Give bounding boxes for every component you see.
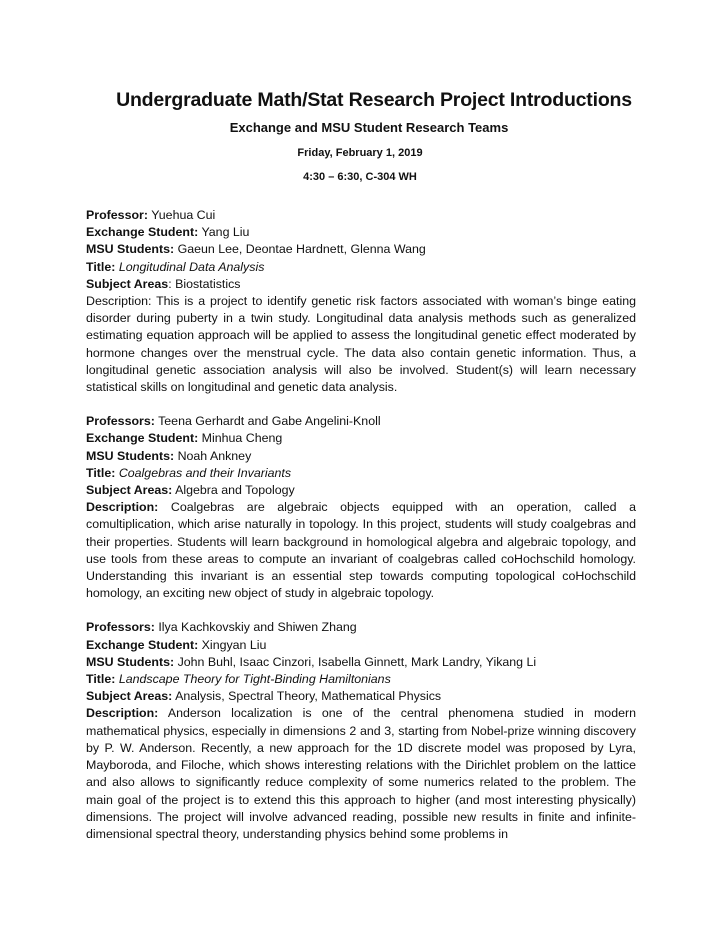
msu-students-label: MSU Students: <box>86 448 175 463</box>
professor-label: Professors: <box>86 414 155 429</box>
exchange-student-name: Xingyan Liu <box>201 637 267 652</box>
subject-areas-label: Subject Areas: <box>86 689 173 704</box>
project-title: Coalgebras and their Invariants <box>118 465 292 480</box>
project-title-label: Title: <box>86 465 116 480</box>
event-time-location: 4:30 – 6:30, C-304 WH <box>303 171 417 183</box>
exchange-student-line <box>86 224 636 241</box>
msu-students-label: MSU Students: <box>86 242 175 257</box>
professor-label: Professors: <box>86 620 155 635</box>
professor-label: Professor: <box>86 208 148 222</box>
project-title: Longitudinal Data Analysis <box>118 259 265 274</box>
document-title: Undergraduate Math/Stat Research Project Introductions <box>116 89 632 111</box>
professor-line <box>86 413 636 430</box>
professor-line <box>86 619 636 636</box>
project-entry <box>86 619 636 843</box>
exchange-student-label: Exchange Student: <box>86 637 199 652</box>
subject-areas-line <box>86 276 636 293</box>
project-description <box>86 705 636 843</box>
project-description <box>86 293 636 396</box>
event-date: Friday, February 1, 2019 <box>297 147 423 159</box>
project-title-line <box>86 671 636 688</box>
exchange-student-line <box>86 430 636 447</box>
professor-name: Ilya Kachkovskiy and Shiwen Zhang <box>158 620 357 635</box>
msu-students-line <box>86 654 636 671</box>
description-text: Coalgebras are algebraic objects equipped with an operation, called a comultiplication, which arise naturally in topology. In this project, students will study coalgebras and their properties. Students will learn background in homological algebra and algebraic topology, and use tools from these areas to compute an invariant of coalgebras called coHochschild homology. Understanding this invariant is an essential step towards computing topological coHochschild homology, an exciting new object of study in algebraic topology. <box>86 500 636 601</box>
msu-students-line <box>86 448 636 465</box>
project-title: Landscape Theory for Tight-Binding Hamiltonians <box>118 672 391 687</box>
description-text: Description: This is a project to identify genetic risk factors associated with woman’s binge eating disorder during puberty in a twin study. Longitudinal data analysis methods such as generalized estimating equation approach will be applied to assess the longitudinal genetic effect moderated by hormone changes over the menstrual cycle. The data also contain genetic information. Thus, a longitudinal genetic association analysis will also be involved. Student(s) will learn necessary statistical skills on longitudinal and genetic data analysis. <box>86 294 636 395</box>
professor-name: Yuehua Cui <box>151 208 216 222</box>
professor-line <box>86 207 636 224</box>
description-label: Description: <box>86 706 159 721</box>
subject-areas-value: Algebra and Topology <box>175 483 295 498</box>
project-title-line <box>86 259 636 276</box>
msu-students-names: Noah Ankney <box>177 448 252 463</box>
projects-list <box>86 207 636 860</box>
msu-students-names: John Buhl, Isaac Cinzori, Isabella Ginnett, Mark Landry, Yikang Li <box>177 654 537 669</box>
exchange-student-name: Minhua Cheng <box>201 431 283 446</box>
project-entry <box>86 413 636 602</box>
subject-areas-separator: : <box>168 276 176 291</box>
description-label: Description: <box>86 500 159 515</box>
exchange-student-label: Exchange Student: <box>86 431 199 446</box>
exchange-student-name: Yang Liu <box>201 225 250 240</box>
project-description <box>86 499 636 602</box>
description-text: Anderson localization is one of the central phenomena studied in modern mathematical physics, especially in dimensions 2 and 3, starting from Nobel-prize winning discovery by P. W. Anderson. Recently, a new approach for the 1D discrete model was proposed by Lyra, Mayboroda, and Filoche, which shows interesting relations with the Dirichlet problem on the lattice and also allows to significantly reduce complexity of some numerics related to the problem. The main goal of the project is to extend this this approach to higher (and most interesting physically) dimensions. The project will involve advanced reading, possible new results in finite and infinite-dimensional spectral theory, understanding physics behind some problems in <box>86 706 636 841</box>
subject-areas-line <box>86 482 636 499</box>
document-header <box>0 86 720 186</box>
project-title-label: Title: <box>86 672 116 687</box>
project-title-line <box>86 465 636 482</box>
exchange-student-label: Exchange Student: <box>86 225 199 240</box>
subject-areas-value: Biostatistics <box>175 276 241 291</box>
project-title-label: Title: <box>86 259 116 274</box>
exchange-student-line <box>86 637 636 654</box>
msu-students-names: Gaeun Lee, Deontae Hardnett, Glenna Wang <box>177 242 426 257</box>
professor-name: Teena Gerhardt and Gabe Angelini-Knoll <box>158 414 381 429</box>
msu-students-label: MSU Students: <box>86 654 175 669</box>
msu-students-line <box>86 241 636 258</box>
subject-areas-line <box>86 688 636 705</box>
document-subtitle: Exchange and MSU Student Research Teams <box>229 120 509 135</box>
project-entry <box>86 207 636 396</box>
subject-areas-label: Subject Areas <box>86 276 169 291</box>
subject-areas-label: Subject Areas: <box>86 483 173 498</box>
subject-areas-value: Analysis, Spectral Theory, Mathematical Physics <box>175 689 442 704</box>
